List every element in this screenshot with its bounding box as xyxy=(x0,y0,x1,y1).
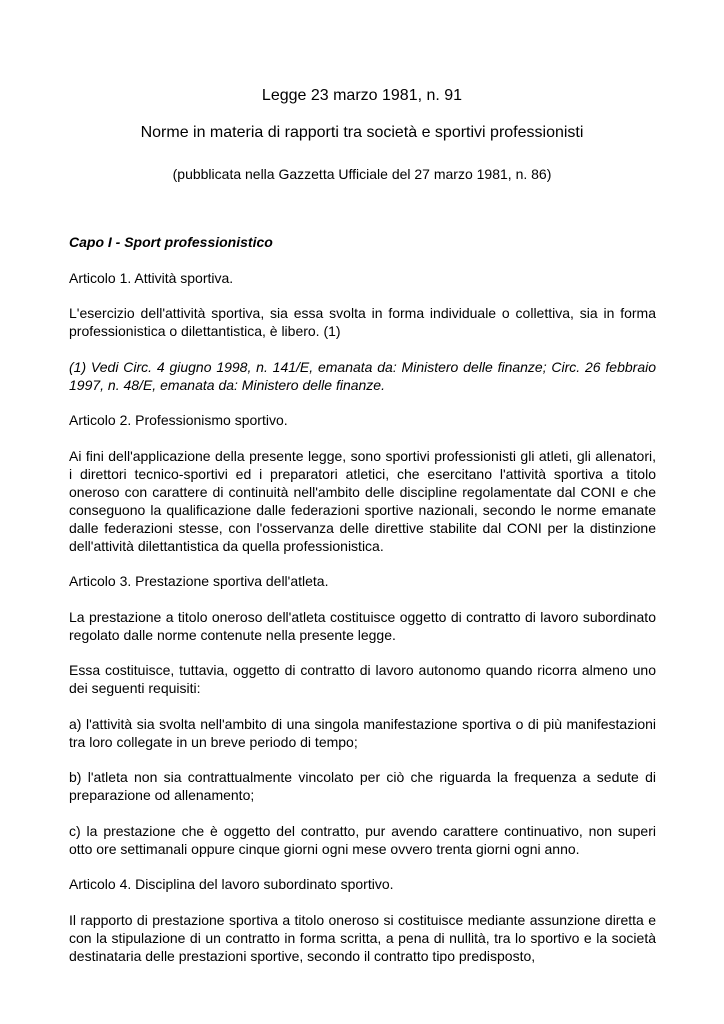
article-4-heading: Articolo 4. Disciplina del lavoro subordinato sportivo. xyxy=(69,876,394,892)
publication-note: (pubblicata nella Gazzetta Ufficiale del 27 marzo 1981, n. 86) xyxy=(172,166,552,182)
chapter-heading: Capo I - Sport professionistico xyxy=(69,234,273,250)
article-1-heading: Articolo 1. Attività sportiva. xyxy=(69,269,234,286)
article-1-footnote: (1) Vedi Circ. 4 giugno 1998, n. 141/E, emanata da: Ministero delle finanze; Circ. 26 febbraio 1997, n. 48/E, emanata da: Ministero delle finanze. xyxy=(69,358,656,393)
article-3-item-b: b) l'atleta non sia contrattualmente vincolato per ciò che riguarda la frequenza a sedute di preparazione od allenamento; xyxy=(69,769,656,803)
article-3-paragraph-1: La prestazione a titolo oneroso dell'atleta costituisce oggetto di contratto di lavoro subordinato regolato dalle norme contenute nella presente legge. xyxy=(69,608,656,643)
article-3-heading: Articolo 3. Prestazione sportiva dell'atleta. xyxy=(69,573,329,589)
article-2-heading: Articolo 2. Professionismo sportivo. xyxy=(69,412,288,428)
article-3-item-c: c) la prestazione che è oggetto del contratto, pur avendo carattere continuativo, non superi otto ore settimanali oppure cinque giorni ogni mese ovvero trenta giorni ogni anno. xyxy=(69,822,656,857)
article-3-item-a: a) l'attività sia svolta nell'ambito di una singola manifestazione sportiva o di più manifestazioni tra loro collegate in un breve periodo di tempo; xyxy=(69,715,656,750)
article-3-paragraph-2: Essa costituisce, tuttavia, oggetto di contratto di lavoro autonomo quando ricorra almeno uno dei seguenti requisiti: xyxy=(69,662,656,696)
article-2-paragraph: Ai fini dell'applicazione della presente legge, sono sportivi professionisti gli atleti, gli allenatori, i direttori tecnico-sportivi ed i preparatori atletici, che esercitano l'attività sportiva a titolo oneroso con carattere di continuità nell'ambito delle discipline regolamentate dal CONI e che conseguono la qualificazione dalle federazioni sportive nazionali, secondo le norme emanate dalle federazioni stesse, con l'osservanza delle direttive stabilite dal CONI per la distinzione dell'attività dilettantistica da quella professionistica. xyxy=(69,447,656,554)
document-subtitle: Norme in materia di rapporti tra società e sportivi professionisti xyxy=(140,124,584,141)
document-title: Legge 23 marzo 1981, n. 91 xyxy=(261,87,463,104)
article-1-paragraph: L'esercizio dell'attività sportiva, sia essa svolta in forma individuale o collettiva, sia in forma professionistica o dilettantistica, è libero. (1) xyxy=(69,305,656,339)
article-4-paragraph: Il rapporto di prestazione sportiva a titolo oneroso si costituisce mediante assunzione diretta e con la stipulazione di un contratto in forma scritta, a pena di nullità, tra lo sportivo e la società destinataria delle prestazioni sportive, secondo il contratto tipo predisposto, xyxy=(69,911,656,964)
document-body xyxy=(69,233,656,982)
